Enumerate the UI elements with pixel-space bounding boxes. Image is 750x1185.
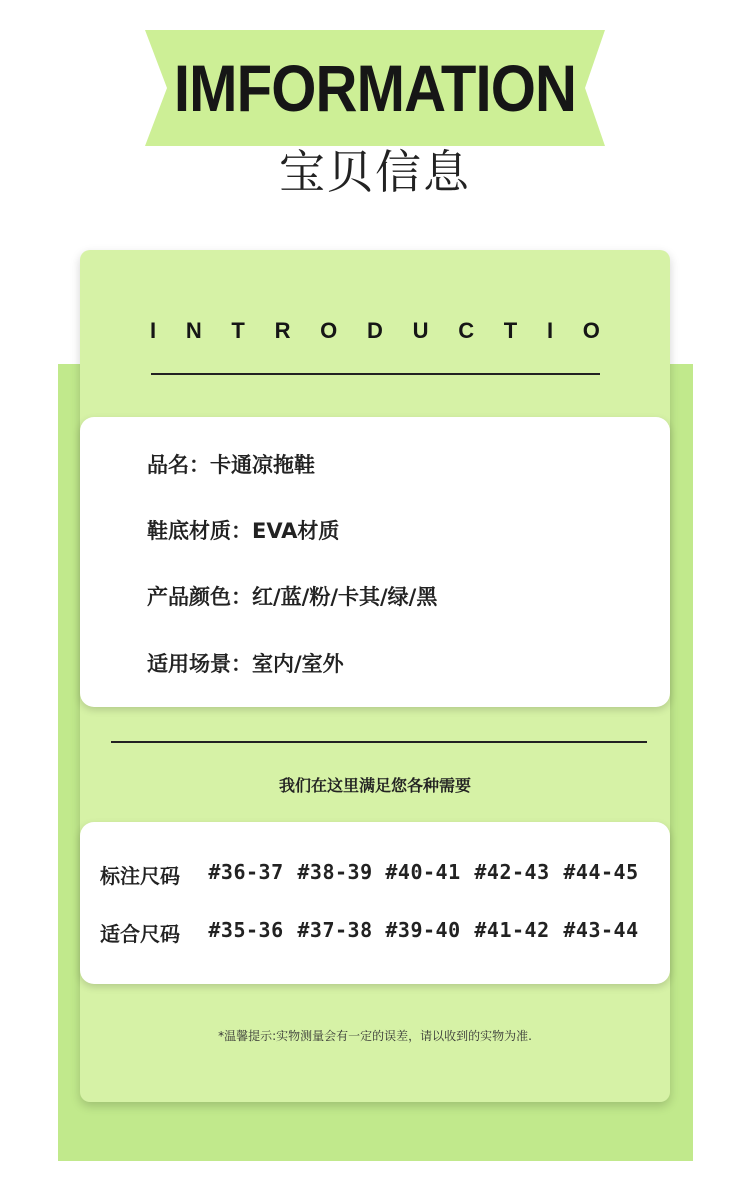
slogan-divider — [111, 741, 647, 743]
fit-size-value: #37-38 — [297, 918, 373, 942]
intro-letter: N — [185, 318, 202, 343]
info-product-name: 品名：卡通凉拖鞋 — [147, 453, 315, 477]
info-usage: 适用场景：室内/室外 — [147, 652, 344, 676]
fit-size-value: #35-36 — [208, 918, 284, 942]
size-card — [80, 822, 670, 984]
info-colors: 产品颜色：红/蓝/粉/卡其/绿/黑 — [147, 585, 438, 609]
fit-size-value: #39-40 — [385, 918, 461, 942]
intro-letter: I — [150, 318, 157, 343]
intro-letter: R — [274, 318, 291, 343]
marked-size-value: #40-41 — [385, 860, 461, 884]
page-subtitle: 宝贝信息 — [279, 145, 471, 199]
disclaimer-note: *温馨提示:实物测量会有一定的误差，请以收到的实物为准. — [218, 1029, 532, 1043]
intro-heading — [150, 318, 600, 344]
fit-size-value: #41-42 — [474, 918, 550, 942]
marked-size-value: #42-43 — [474, 860, 550, 884]
intro-divider — [151, 373, 600, 375]
intro-letter: T — [503, 318, 518, 343]
marked-size-value: #36-37 — [208, 860, 284, 884]
intro-letter: C — [458, 318, 475, 343]
page-title: IMFORMATION — [173, 51, 577, 125]
marked-size-value: #38-39 — [297, 860, 373, 884]
marked-size-label: 标注尺码 — [100, 864, 180, 888]
marked-size-value: #44-45 — [563, 860, 639, 884]
intro-letter: T — [231, 318, 245, 343]
intro-letter: I — [546, 318, 554, 343]
slogan-text: 我们在这里满足您各种需要 — [278, 776, 471, 795]
title-ribbon — [145, 30, 605, 146]
intro-letter: O — [582, 318, 600, 343]
intro-letter: U — [412, 318, 429, 343]
info-sole-material: 鞋底材质：EVA材质 — [147, 519, 340, 543]
fit-size-value: #43-44 — [563, 918, 639, 942]
fit-size-label: 适合尺码 — [100, 922, 180, 946]
intro-letter: D — [367, 318, 383, 343]
intro-letter: O — [320, 318, 338, 343]
